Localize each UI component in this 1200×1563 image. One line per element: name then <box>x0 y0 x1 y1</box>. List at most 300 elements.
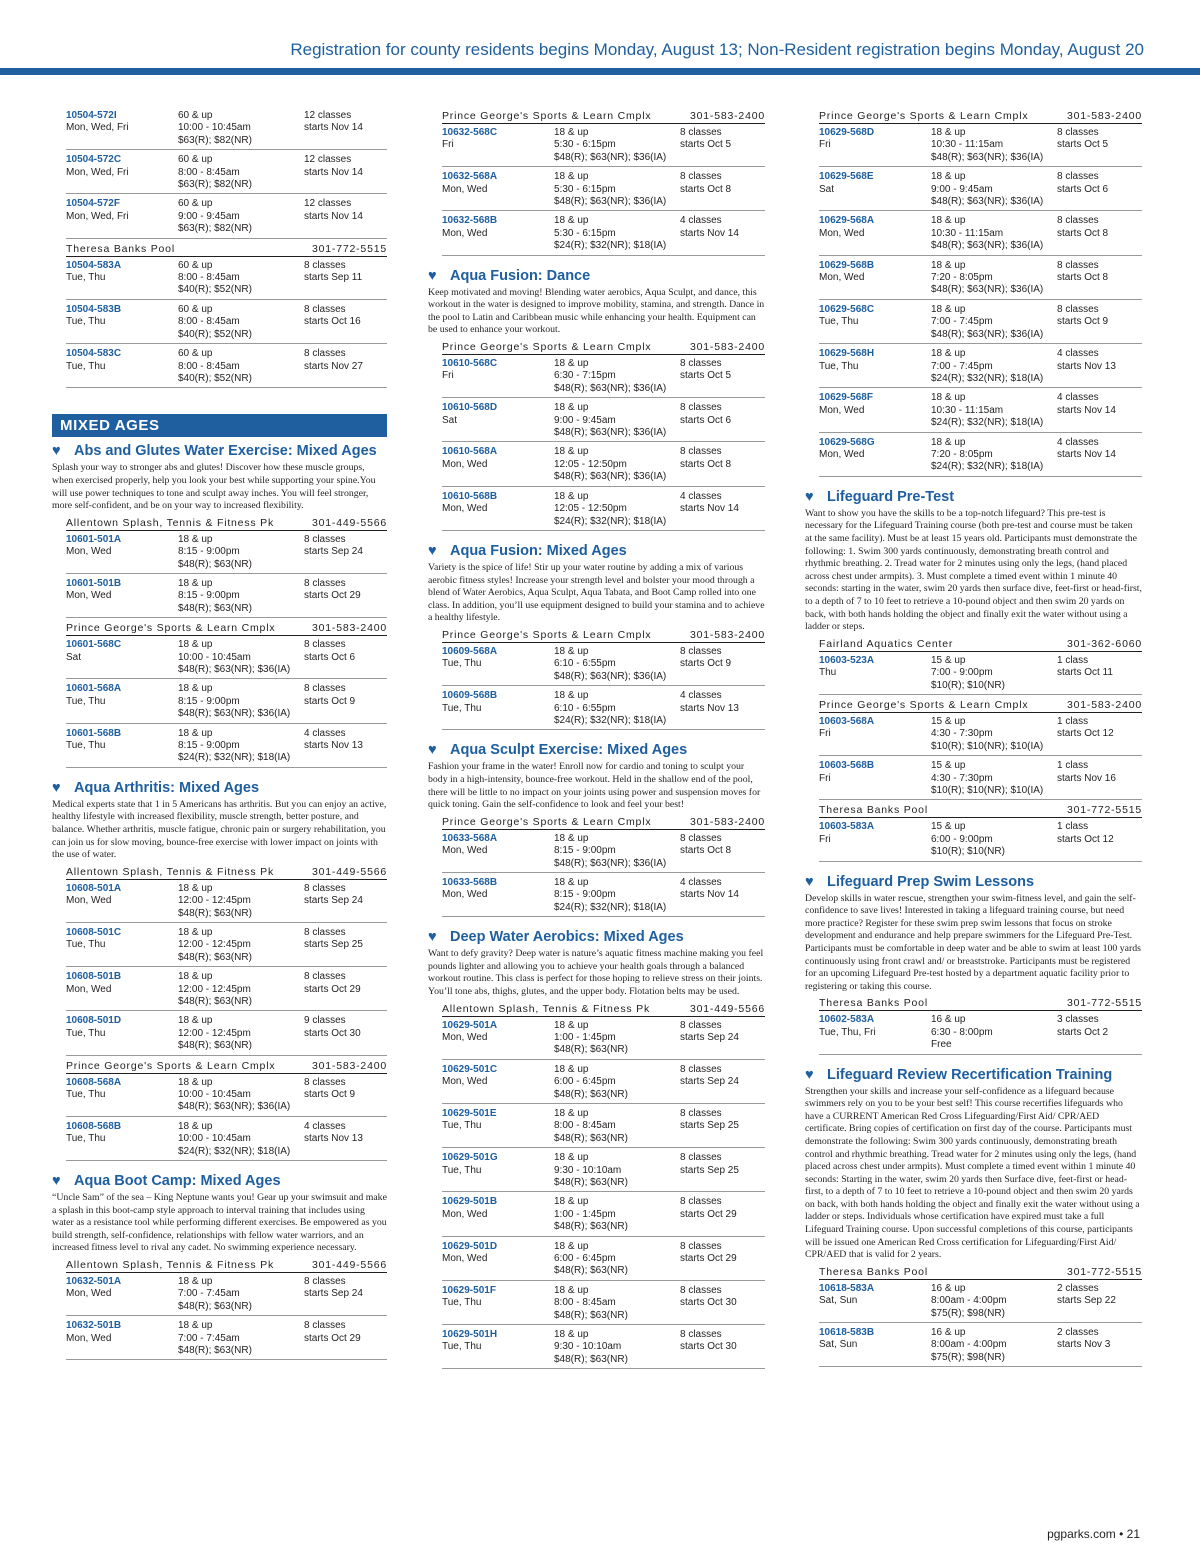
class-code: 10608-568B <box>66 1120 122 1132</box>
class-fee: $48(R); $63(NR) <box>554 1353 628 1365</box>
class-days: Mon, Wed <box>819 272 865 284</box>
class-days: Mon, Wed <box>442 1076 488 1088</box>
class-time: 6:30 - 7:15pm <box>554 370 616 382</box>
start-date: starts Sep 25 <box>680 1120 739 1132</box>
class-days: Tue, Thu <box>66 316 106 328</box>
class-code: 10504-583B <box>66 303 122 315</box>
start-date: starts Oct 8 <box>1057 227 1109 239</box>
location-header <box>66 621 387 636</box>
start-date: starts Nov 14 <box>1057 404 1116 416</box>
class-days: Tue, Thu <box>66 1133 106 1145</box>
location-name: Prince George's Sports & Learn Cmplx <box>66 622 276 635</box>
class-count: 8 classes <box>304 683 346 695</box>
class-fee: $48(R); $63(NR) <box>178 1300 252 1312</box>
start-date: starts Nov 14 <box>680 889 739 901</box>
start-date: starts Nov 14 <box>304 122 363 134</box>
class-count: 8 classes <box>680 645 722 657</box>
class-time: 12:00 - 12:45pm <box>178 939 251 951</box>
class-days: Mon, Wed <box>442 1253 488 1264</box>
age-range: 16 & up <box>931 1282 966 1294</box>
location-name: Prince George's Sports & Learn Cmplx <box>442 341 652 354</box>
class-code: 10601-501A <box>66 533 122 545</box>
class-days: Mon, Wed <box>442 458 488 470</box>
class-count: 4 classes <box>1057 392 1099 404</box>
class-row <box>442 1328 765 1369</box>
location-name: Allentown Splash, Tennis & Fitness Pk <box>66 1259 274 1272</box>
class-code: 10629-568A <box>819 215 875 227</box>
spacer <box>442 1310 554 1322</box>
class-count: 8 classes <box>304 303 346 315</box>
class-row <box>819 1282 1142 1323</box>
class-days: Mon, Wed <box>819 448 865 460</box>
class-time: 10:00 - 10:45am <box>178 1089 251 1101</box>
spacer <box>819 152 931 164</box>
class-count: 4 classes <box>304 727 346 739</box>
class-count: 2 classes <box>1057 1282 1099 1294</box>
class-days: Mon, Wed <box>819 227 865 239</box>
location-phone: 301-583-2400 <box>1067 698 1142 711</box>
class-time: 9:30 - 10:10am <box>554 1164 622 1176</box>
class-time: 8:00 - 8:45am <box>178 316 240 328</box>
class-count: 8 classes <box>680 1063 722 1075</box>
age-range: 15 & up <box>931 715 966 727</box>
age-range: 18 & up <box>554 358 589 370</box>
location-phone: 301-583-2400 <box>1067 110 1142 122</box>
class-days: Tue, Thu <box>442 1297 482 1309</box>
class-code: 10632-568B <box>442 215 498 227</box>
class-row <box>66 1275 387 1316</box>
class-code: 10618-583A <box>819 1282 875 1294</box>
start-date: starts Oct 29 <box>304 983 361 995</box>
program-description: Keep motivated and moving! Blending water aerobics, Aqua Sculpt, and dance, this workout in the water is designed to improve mobility, stamina, and strength. Dance in the pool to Latin and Caribbean music while enhancing your health. Equipment can be used to enhance your workout. <box>428 286 765 336</box>
location-header <box>66 1059 387 1074</box>
class-count: 8 classes <box>680 171 722 183</box>
start-date: starts Oct 12 <box>1057 728 1114 740</box>
class-code: 10602-583A <box>819 1014 875 1026</box>
location-header <box>819 803 1142 818</box>
class-time: 8:00 - 8:45am <box>178 360 240 372</box>
class-code: 10629-501H <box>442 1329 498 1341</box>
class-row <box>442 357 765 398</box>
spacer <box>442 1221 554 1233</box>
start-date: starts Nov 14 <box>680 227 739 239</box>
class-count: 8 classes <box>680 1240 722 1252</box>
age-range: 18 & up <box>178 971 213 983</box>
class-fee: $48(R); $63(NR); $36(IA) <box>554 670 667 682</box>
location-name: Allentown Splash, Tennis & Fitness Pk <box>66 516 274 529</box>
class-days: Tue, Thu <box>442 1164 482 1176</box>
age-range: 18 & up <box>554 645 589 657</box>
class-time: 6:10 - 6:55pm <box>554 658 616 670</box>
class-count: 8 classes <box>304 1320 346 1332</box>
spacer <box>66 603 178 615</box>
class-row <box>66 109 387 150</box>
class-fee: $48(R); $63(NR); $36(IA) <box>931 328 1044 340</box>
class-code: 10629-568D <box>819 127 875 138</box>
age-range: 18 & up <box>931 127 966 138</box>
class-fee: $75(R); $98(NR) <box>931 1351 1005 1363</box>
spacer <box>819 846 931 858</box>
class-time: 7:20 - 8:05pm <box>931 448 993 460</box>
class-code: 10632-501B <box>66 1320 122 1332</box>
class-code: 10601-568A <box>66 683 122 695</box>
spacer <box>819 1308 931 1320</box>
class-count: 1 class <box>1057 760 1089 772</box>
class-code: 10629-501G <box>442 1152 498 1164</box>
start-date: starts Oct 6 <box>304 651 356 663</box>
class-days: Mon, Wed <box>442 1031 488 1043</box>
class-days: Mon, Wed <box>66 590 112 602</box>
class-count: 8 classes <box>304 926 346 938</box>
start-date: starts Sep 24 <box>680 1031 739 1043</box>
location-phone: 301-772-5515 <box>312 242 387 255</box>
class-days: Fri <box>442 370 454 382</box>
class-count: 8 classes <box>680 1019 722 1031</box>
class-days: Tue, Thu <box>66 272 106 284</box>
spacer <box>66 664 178 676</box>
column-3 <box>805 109 1142 1367</box>
age-range: 18 & up <box>554 876 589 888</box>
class-schedule <box>428 815 765 917</box>
class-row <box>66 882 387 923</box>
class-count: 12 classes <box>304 198 352 210</box>
start-date: starts Oct 5 <box>680 139 732 151</box>
class-count: 8 classes <box>1057 303 1099 315</box>
location-name: Fairland Aquatics Center <box>819 637 954 650</box>
program-description: Variety is the spice of life! Stir up your water routine by adding a mix of various aerobic fitness styles! Increase your strength level and bolster your mood through a blend of Water Aerobics, Aqua Sculpt, Aqua Tabata, and Boot Camp rolled into one class. In addition, you’ll use equipment designed to build your stamina and to achieve a healthy lifestyle. <box>428 561 765 624</box>
location-name: Theresa Banks Pool <box>66 242 175 255</box>
location-phone: 301-583-2400 <box>312 1059 387 1072</box>
class-time: 5:30 - 6:15pm <box>554 183 616 195</box>
age-range: 18 & up <box>931 303 966 315</box>
start-date: starts Nov 14 <box>304 210 363 222</box>
program-title-text: Deep Water Aerobics: Mixed Ages <box>450 929 684 946</box>
class-fee: $48(R); $63(NR) <box>554 1309 628 1321</box>
class-row <box>66 1076 387 1117</box>
start-date: starts Oct 29 <box>680 1208 737 1220</box>
age-range: 18 & up <box>554 402 589 414</box>
class-code: 10629-568C <box>819 303 875 315</box>
class-count: 4 classes <box>1057 436 1099 448</box>
class-fee: $48(R); $63(NR); $36(IA) <box>554 427 667 439</box>
class-time: 8:15 - 9:00pm <box>178 739 240 751</box>
class-row <box>66 727 387 768</box>
program-title <box>428 543 765 560</box>
class-fee: $48(R); $63(NR) <box>554 1088 628 1100</box>
spacer <box>66 135 178 147</box>
age-range: 18 & up <box>178 533 213 545</box>
class-count: 8 classes <box>680 832 722 844</box>
start-date: starts Sep 22 <box>1057 1295 1116 1307</box>
class-days: Sat <box>819 183 835 195</box>
class-row <box>819 1013 1142 1054</box>
class-fee: $10(R); $10(NR); $10(IA) <box>931 784 1044 796</box>
class-schedule <box>428 340 765 531</box>
spacer <box>66 996 178 1008</box>
location-phone: 301-449-5566 <box>312 1259 387 1272</box>
location-header <box>66 242 387 257</box>
class-fee: $48(R); $63(NR) <box>178 996 252 1007</box>
location-header <box>442 815 765 830</box>
class-time: 7:20 - 8:05pm <box>931 272 993 284</box>
spacer <box>66 908 178 920</box>
class-days: Mon, Wed, Fri <box>66 166 129 178</box>
class-days: Mon, Wed <box>66 546 112 558</box>
class-days: Mon, Wed <box>442 845 488 857</box>
class-row <box>819 214 1142 255</box>
spacer <box>819 373 931 385</box>
class-time: 8:15 - 9:00pm <box>554 889 616 901</box>
class-count: 8 classes <box>680 1152 722 1164</box>
class-code: 10610-568A <box>442 446 498 458</box>
spacer <box>442 902 554 914</box>
spacer <box>442 152 554 164</box>
class-row <box>66 1319 387 1360</box>
class-time: 6:00 - 6:45pm <box>554 1076 616 1088</box>
location-phone: 301-772-5515 <box>1067 804 1142 817</box>
location-phone: 301-449-5566 <box>690 1002 765 1015</box>
class-count: 8 classes <box>304 348 346 360</box>
start-date: starts Nov 16 <box>1057 772 1116 784</box>
class-row <box>66 577 387 618</box>
class-code: 10629-568H <box>819 348 875 360</box>
class-days: Fri <box>819 833 831 845</box>
class-time: 8:00am - 4:00pm <box>931 1295 1007 1307</box>
start-date: starts Nov 13 <box>680 702 739 714</box>
program-description: Splash your way to stronger abs and glutes! Discover how these muscle groups, when exercised properly, help you look your best while supporting your spine.You will use power techniques to tone and sculpt away inches. You will feel stronger, more self-confident, and be on your way to increased flexibility. <box>52 462 376 512</box>
class-row <box>66 259 387 300</box>
spacer <box>66 1301 178 1313</box>
class-row <box>442 214 765 255</box>
class-row <box>819 391 1142 432</box>
heart-icon: ♥ <box>805 1066 814 1083</box>
spacer <box>442 1265 554 1277</box>
class-time: 5:30 - 6:15pm <box>554 139 616 151</box>
spacer <box>442 1133 554 1145</box>
start-date: starts Oct 8 <box>680 458 732 470</box>
class-fee: $48(R); $63(NR) <box>178 1345 252 1357</box>
class-row <box>819 259 1142 300</box>
class-code: 10608-501D <box>66 1015 122 1027</box>
age-range: 60 & up <box>178 259 213 271</box>
class-count: 8 classes <box>680 358 722 370</box>
category-band: MIXED AGES <box>52 414 387 437</box>
class-schedule <box>805 996 1142 1054</box>
class-days: Sat <box>66 651 82 663</box>
start-date: starts Oct 30 <box>304 1027 361 1039</box>
spacer <box>442 196 554 208</box>
class-code: 10629-568G <box>819 436 875 448</box>
age-range: 60 & up <box>178 198 213 210</box>
class-code: 10610-568C <box>442 358 498 370</box>
class-count: 1 class <box>1057 821 1089 833</box>
location-phone: 301-583-2400 <box>690 341 765 354</box>
class-row <box>66 303 387 344</box>
class-row <box>442 689 765 730</box>
heart-icon: ♥ <box>52 1173 61 1190</box>
class-days: Tue, Thu <box>442 658 482 670</box>
location-name: Prince George's Sports & Learn Cmplx <box>66 1059 276 1072</box>
class-count: 8 classes <box>304 971 346 983</box>
age-range: 18 & up <box>931 392 966 404</box>
class-count: 1 class <box>1057 654 1089 666</box>
heart-icon: ♥ <box>805 488 814 505</box>
class-count: 8 classes <box>304 639 346 651</box>
class-time: 4:30 - 7:30pm <box>931 728 993 740</box>
class-fee: $24(R); $32(NR); $18(IA) <box>554 515 667 527</box>
age-range: 15 & up <box>931 654 966 666</box>
class-fee: $24(R); $32(NR); $18(IA) <box>178 1145 291 1157</box>
location-header <box>819 637 1142 652</box>
spacer <box>819 1352 931 1364</box>
class-time: 1:00 - 1:45pm <box>554 1208 616 1220</box>
location-name: Prince George's Sports & Learn Cmplx <box>819 698 1029 711</box>
age-range: 18 & up <box>554 1063 589 1075</box>
age-range: 16 & up <box>931 1014 966 1026</box>
heart-icon: ♥ <box>428 267 437 284</box>
class-days: Mon, Wed <box>442 503 488 515</box>
class-days: Tue, Thu <box>66 1089 106 1101</box>
class-code: 10629-501A <box>442 1019 498 1031</box>
class-time: 12:05 - 12:50pm <box>554 458 627 470</box>
age-range: 18 & up <box>554 690 589 702</box>
age-range: 18 & up <box>554 1196 589 1208</box>
class-fee: $48(R); $63(NR) <box>554 1176 628 1188</box>
class-fee: $48(R); $63(NR) <box>178 602 252 614</box>
location-header <box>442 109 765 124</box>
class-row <box>66 153 387 194</box>
class-fee: $63(R); $82(NR) <box>178 134 252 146</box>
column-2 <box>428 109 765 1369</box>
class-code: 10504-572C <box>66 154 122 166</box>
spacer <box>442 240 554 252</box>
class-fee: $24(R); $32(NR); $18(IA) <box>931 461 1044 473</box>
class-row <box>442 1195 765 1236</box>
start-date: starts Nov 13 <box>1057 360 1116 372</box>
class-row <box>442 126 765 167</box>
spacer <box>819 240 931 252</box>
class-row <box>442 876 765 917</box>
class-days: Mon, Wed <box>442 183 488 195</box>
class-row <box>819 436 1142 477</box>
start-date: starts Sep 24 <box>304 546 363 558</box>
class-row <box>66 533 387 574</box>
class-count: 8 classes <box>680 446 722 458</box>
class-count: 8 classes <box>680 1329 722 1341</box>
class-time: 10:00 - 10:45am <box>178 122 251 134</box>
class-time: 12:00 - 12:45pm <box>178 895 251 907</box>
class-row <box>819 347 1142 388</box>
class-days: Sat, Sun <box>819 1339 858 1351</box>
age-range: 18 & up <box>178 1120 213 1132</box>
class-row <box>442 490 765 531</box>
location-name: Allentown Splash, Tennis & Fitness Pk <box>66 865 274 878</box>
class-days: Thu <box>819 667 837 679</box>
location-header <box>819 1265 1142 1280</box>
program-description: Medical experts state that 1 in 5 Americans has arthritis. But you can enjoy an active, healthy lifestyle with increased flexibility, muscle strength, better posture, and balance. Whether arthritis, muscle fatigue, chronic pain or surgery rehabilitation, you can join us for slow moving, bounce-free exercise with lower impact on joints with the use of water. <box>52 798 387 861</box>
spacer <box>442 471 554 483</box>
class-fee: $48(R); $63(NR); $36(IA) <box>554 151 667 163</box>
class-count: 4 classes <box>304 1120 346 1132</box>
class-row <box>442 1240 765 1281</box>
start-date: starts Oct 8 <box>680 845 732 857</box>
class-schedule <box>428 628 765 730</box>
start-date: starts Nov 14 <box>680 503 739 515</box>
program-title <box>428 268 765 285</box>
class-fee: $48(R); $63(NR); $36(IA) <box>554 196 667 208</box>
class-row <box>66 682 387 723</box>
age-range: 15 & up <box>931 760 966 772</box>
class-time: 7:00 - 7:45pm <box>931 360 993 372</box>
start-date: starts Oct 30 <box>680 1297 737 1309</box>
class-code: 10608-501B <box>66 971 122 983</box>
class-row <box>442 401 765 442</box>
class-fee: $40(R); $52(NR) <box>178 372 252 384</box>
age-range: 18 & up <box>554 1284 589 1296</box>
class-days: Mon, Wed <box>442 1208 488 1220</box>
spacer <box>66 329 178 341</box>
class-code: 10608-501C <box>66 926 122 938</box>
class-row <box>819 759 1142 800</box>
class-count: 8 classes <box>680 402 722 414</box>
class-time: 9:00 - 9:45am <box>178 210 240 222</box>
age-range: 15 & up <box>931 821 966 833</box>
location-header <box>66 865 387 880</box>
class-code: 10610-568D <box>442 402 498 414</box>
start-date: starts Oct 8 <box>680 183 732 195</box>
class-days: Mon, Wed <box>66 1288 112 1300</box>
class-count: 8 classes <box>304 1076 346 1088</box>
class-time: 8:15 - 9:00pm <box>178 546 240 558</box>
class-days: Fri <box>819 728 831 740</box>
age-range: 60 & up <box>178 110 213 121</box>
class-row <box>819 1326 1142 1367</box>
class-fee: $24(R); $32(NR); $18(IA) <box>178 752 291 764</box>
class-time: 5:30 - 6:15pm <box>554 227 616 239</box>
age-range: 16 & up <box>931 1327 966 1339</box>
spacer <box>66 1345 178 1357</box>
program-title-text: Aqua Fusion: Dance <box>450 267 591 284</box>
class-code: 10632-501A <box>66 1276 122 1288</box>
spacer <box>819 1039 931 1051</box>
class-time: 12:05 - 12:50pm <box>554 503 627 515</box>
location-name: Theresa Banks Pool <box>819 804 928 817</box>
spacer <box>66 284 178 296</box>
program-title <box>805 874 1142 891</box>
class-fee: $24(R); $32(NR); $18(IA) <box>554 714 667 726</box>
spacer <box>66 223 178 235</box>
location-phone: 301-362-6060 <box>1067 637 1142 650</box>
class-time: 10:30 - 11:15am <box>931 404 1004 416</box>
age-range: 18 & up <box>554 1107 589 1119</box>
spacer <box>442 1089 554 1101</box>
class-fee: $24(R); $32(NR); $18(IA) <box>931 417 1044 429</box>
class-days: Tue, Thu <box>66 1027 106 1039</box>
program-title-text: Aqua Boot Camp: Mixed Ages <box>74 1173 281 1190</box>
age-range: 18 & up <box>178 926 213 938</box>
start-date: starts Oct 5 <box>1057 139 1109 151</box>
class-code: 10609-568B <box>442 690 498 702</box>
start-date: starts Oct 2 <box>1057 1026 1109 1038</box>
start-date: starts Oct 11 <box>1057 667 1113 679</box>
spacer <box>442 671 554 683</box>
class-fee: $48(R); $63(NR); $36(IA) <box>178 1101 291 1113</box>
location-phone: 301-583-2400 <box>690 815 765 828</box>
program-title <box>805 489 1142 506</box>
program-title <box>805 1067 1142 1084</box>
age-range: 18 & up <box>178 577 213 589</box>
age-range: 18 & up <box>554 127 589 138</box>
